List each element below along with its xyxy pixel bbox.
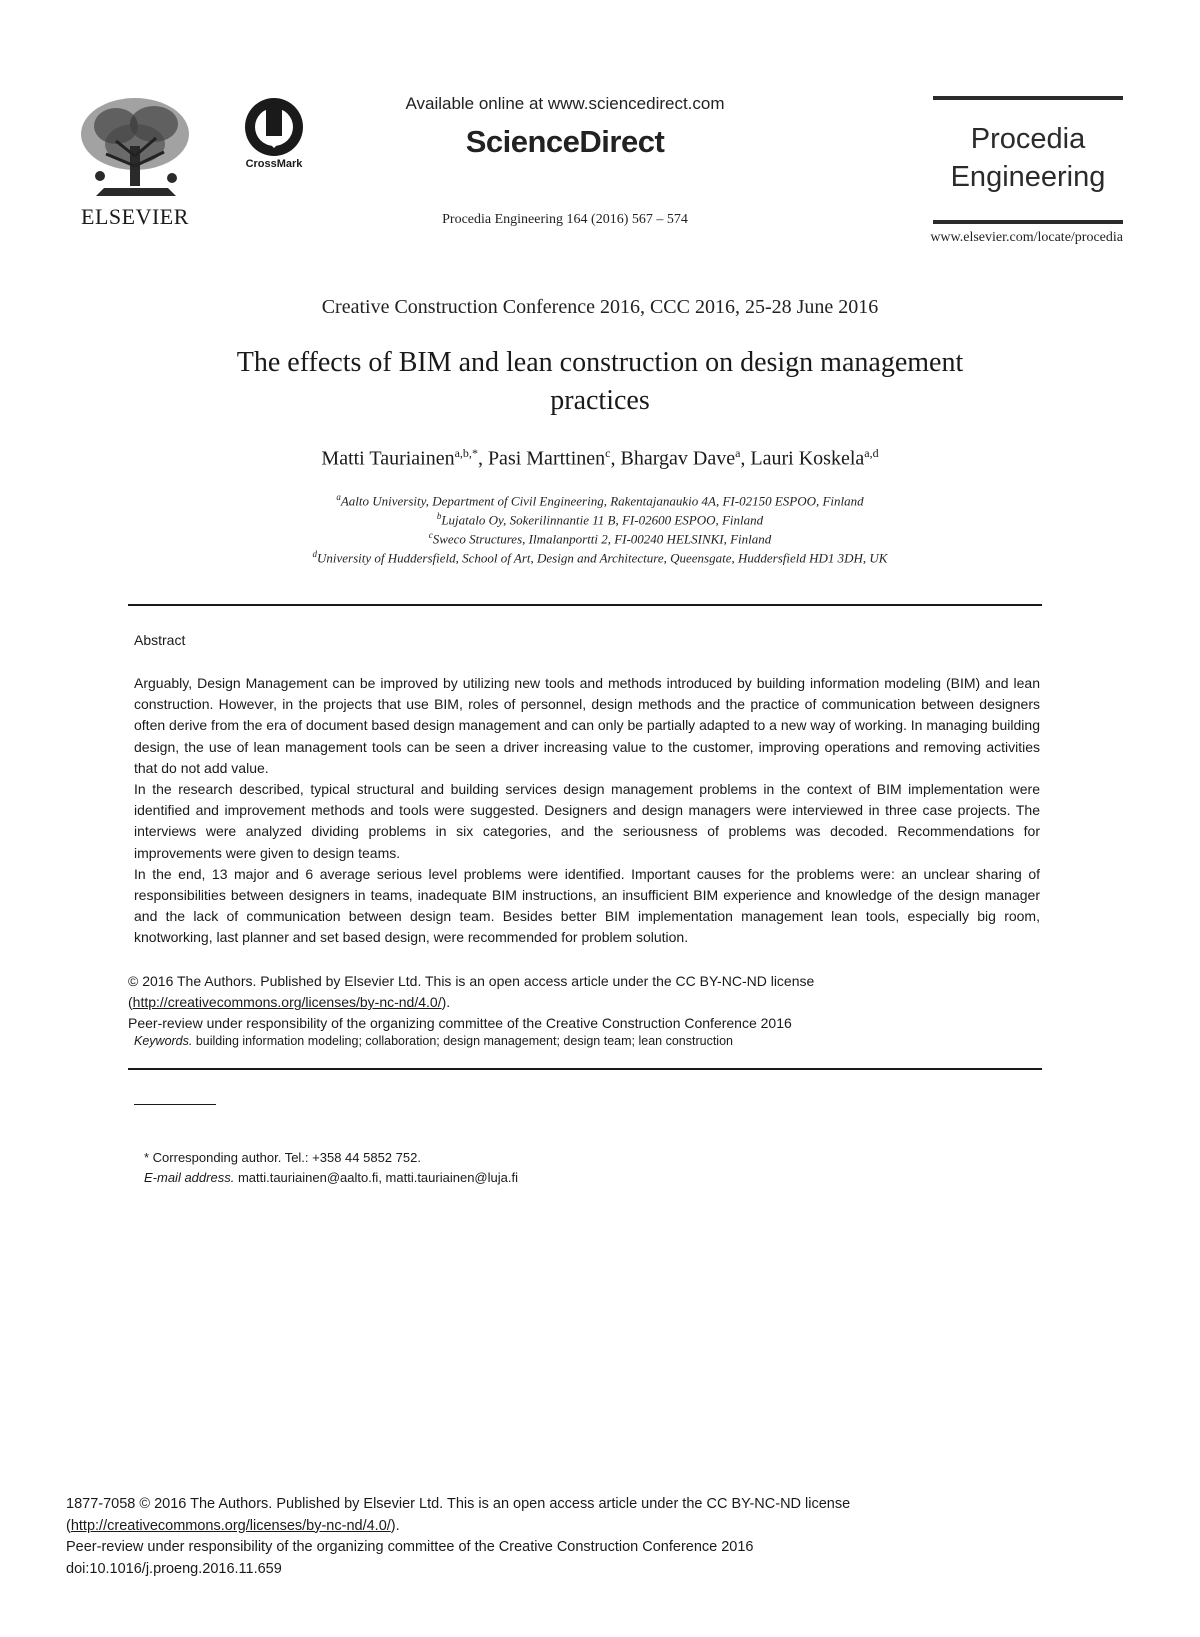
doi[interactable]: doi:10.1016/j.proeng.2016.11.659 [66, 1560, 282, 1577]
author-name: Bhargav Dave [620, 447, 736, 470]
sciencedirect-wordmark: ScienceDirect [465, 124, 665, 159]
keywords [134, 1034, 733, 1048]
affil-text: Lujatalo Oy, Sokerilinnantie 11 B, FI-02600 ESPOO, Finland [441, 512, 764, 528]
author-affil-marker: a [735, 446, 741, 460]
available-online-text: Available online at www.sciencedirect.com [405, 94, 725, 113]
journal-bottom-rule [933, 220, 1123, 224]
journal-name-box [933, 96, 1123, 228]
copyright-notice [128, 971, 1048, 1034]
conference-name: Creative Construction Conference 2016, CCC 2016, 25-28 June 2016 [321, 296, 879, 318]
author-affil-marker: c [605, 446, 611, 460]
affil-marker: b [436, 511, 442, 521]
article-title-line2: practices [550, 385, 650, 416]
affiliation-c [0, 530, 1200, 547]
issn-line: 1877-7058 © 2016 The Authors. Published by Elsevier Ltd. This is an open access article under the CC BY-NC-ND license [66, 1496, 851, 1512]
author-name: Pasi Marttinen [487, 447, 606, 470]
author-sep: , [477, 447, 488, 470]
journal-name-line2: Engineering [950, 161, 1106, 193]
footer-peer-review: Peer-review under responsibility of the organizing committee of the Creative Construction Conference 2016 [66, 1539, 754, 1555]
journal-name [933, 120, 1123, 196]
page-footer [66, 1494, 1066, 1580]
email-addresses[interactable]: matti.tauriainen@aalto.fi, matti.tauriainen@luja.fi [237, 1170, 518, 1185]
author-sep: , [740, 447, 751, 470]
peer-review-text: Peer-review under responsibility of the organizing committee of the Creative Construction Conference 2016 [128, 1015, 792, 1031]
author-sep: , [610, 447, 621, 470]
affiliation-b [0, 511, 1200, 528]
article-title [110, 344, 1090, 420]
author-affil-marker: a,b, [454, 446, 472, 460]
affil-text: Sweco Structures, Ilmalanportti 2, FI-00240 HELSINKI, Finland [432, 531, 772, 547]
copyright-text: © 2016 The Authors. Published by Elsevier Ltd. This is an open access article under the CC BY-NC-ND license [128, 973, 815, 989]
journal-name-line1: Procedia [970, 123, 1086, 155]
license-line: (http://creativecommons.org/licenses/by-nc-nd/4.0/). [128, 994, 451, 1010]
author-list [0, 446, 1200, 471]
author-name: Lauri Koskela [750, 447, 865, 470]
email-label: E-mail address. [144, 1170, 235, 1185]
author-affil-marker: a,d [864, 446, 879, 460]
corresponding-star: * [471, 446, 478, 460]
affil-text: Aalto University, Department of Civil Engineering, Rakentajanaukio 4A, FI-02150 ESPOO, Finland [340, 493, 864, 509]
abstract-top-rule [128, 604, 1042, 606]
email-line [144, 1168, 518, 1188]
journal-top-rule [933, 96, 1123, 100]
abstract-paragraph: In the end, 13 major and 6 average serious level problems were identified. Important causes for the problems were: an unclear sharing of responsibilities between designers in teams, inadequate BIM instructions, an insufficient BIM experience and knowledge of the design manager and the lack of communication between design team. Besides better BIM implementation management lean tools, especially big room, knotworking, last planner and set based design, were recommended for problem solution. [134, 865, 1040, 946]
affil-marker: a [336, 492, 341, 502]
footer-license-line: (http://creativecommons.org/licenses/by-nc-nd/4.0/). [66, 1517, 400, 1534]
journal-url[interactable]: www.elsevier.com/locate/procedia [930, 230, 1123, 245]
affil-text: University of Huddersfield, School of Art, Design and Architecture, Queensgate, Huddersfield HD1 3DH, UK [317, 550, 888, 566]
elsevier-wordmark: ELSEVIER [81, 204, 189, 229]
keywords-label: Keywords. [134, 1034, 193, 1048]
abstract-paragraph: In the research described, typical structural and building services design management problems in the context of BIM implementation were identified and improvement methods and tools were suggested. Designers and design managers were interviewed in three case projects. The interviews were analyzed dividing problems in six categories, and the seriousness of problems was decoded. Recommendations for improvements were given to design teams. [134, 781, 1040, 861]
elsevier-logo [76, 96, 194, 236]
affil-marker: c [428, 530, 433, 540]
footer-license-link[interactable]: http://creativecommons.org/licenses/by-nc-nd/4.0/ [70, 1517, 391, 1534]
abstract-heading: Abstract [134, 632, 186, 648]
license-link[interactable]: http://creativecommons.org/licenses/by-nc-nd/4.0/ [132, 994, 442, 1010]
abstract-bottom-rule [128, 1068, 1042, 1070]
article-title-line1: The effects of BIM and lean construction on design management [236, 347, 964, 378]
affiliation-a [0, 492, 1200, 509]
footnote-rule [134, 1104, 216, 1105]
abstract-body [134, 673, 1040, 949]
crossmark-label: CrossMark [245, 158, 303, 170]
elsevier-tree-icon [76, 96, 194, 201]
corresponding-author-line: * Corresponding author. Tel.: +358 44 5852 752. [144, 1150, 421, 1165]
journal-citation: Procedia Engineering 164 (2016) 567 – 574 [442, 212, 688, 227]
corresponding-author-footnote [144, 1148, 518, 1188]
author-name: Matti Tauriainen [321, 447, 455, 470]
affiliation-d [0, 549, 1200, 566]
abstract-paragraph: Arguably, Design Management can be improved by utilizing new tools and methods introduced by building information modeling (BIM) and lean construction. However, in the projects that use BIM, roles of personnel, design methods and the practice of communication between designers often derive from the era of document based design management and can only be partially adapted to a new way of working. In managing building design, the use of lean management tools can be seen a driver increasing value to the customer, improving operations and removing activities that do not add value. [134, 675, 1040, 776]
keywords-list: building information modeling; collaboration; design management; design team; lean construction [195, 1034, 733, 1048]
affil-marker: d [312, 549, 317, 559]
